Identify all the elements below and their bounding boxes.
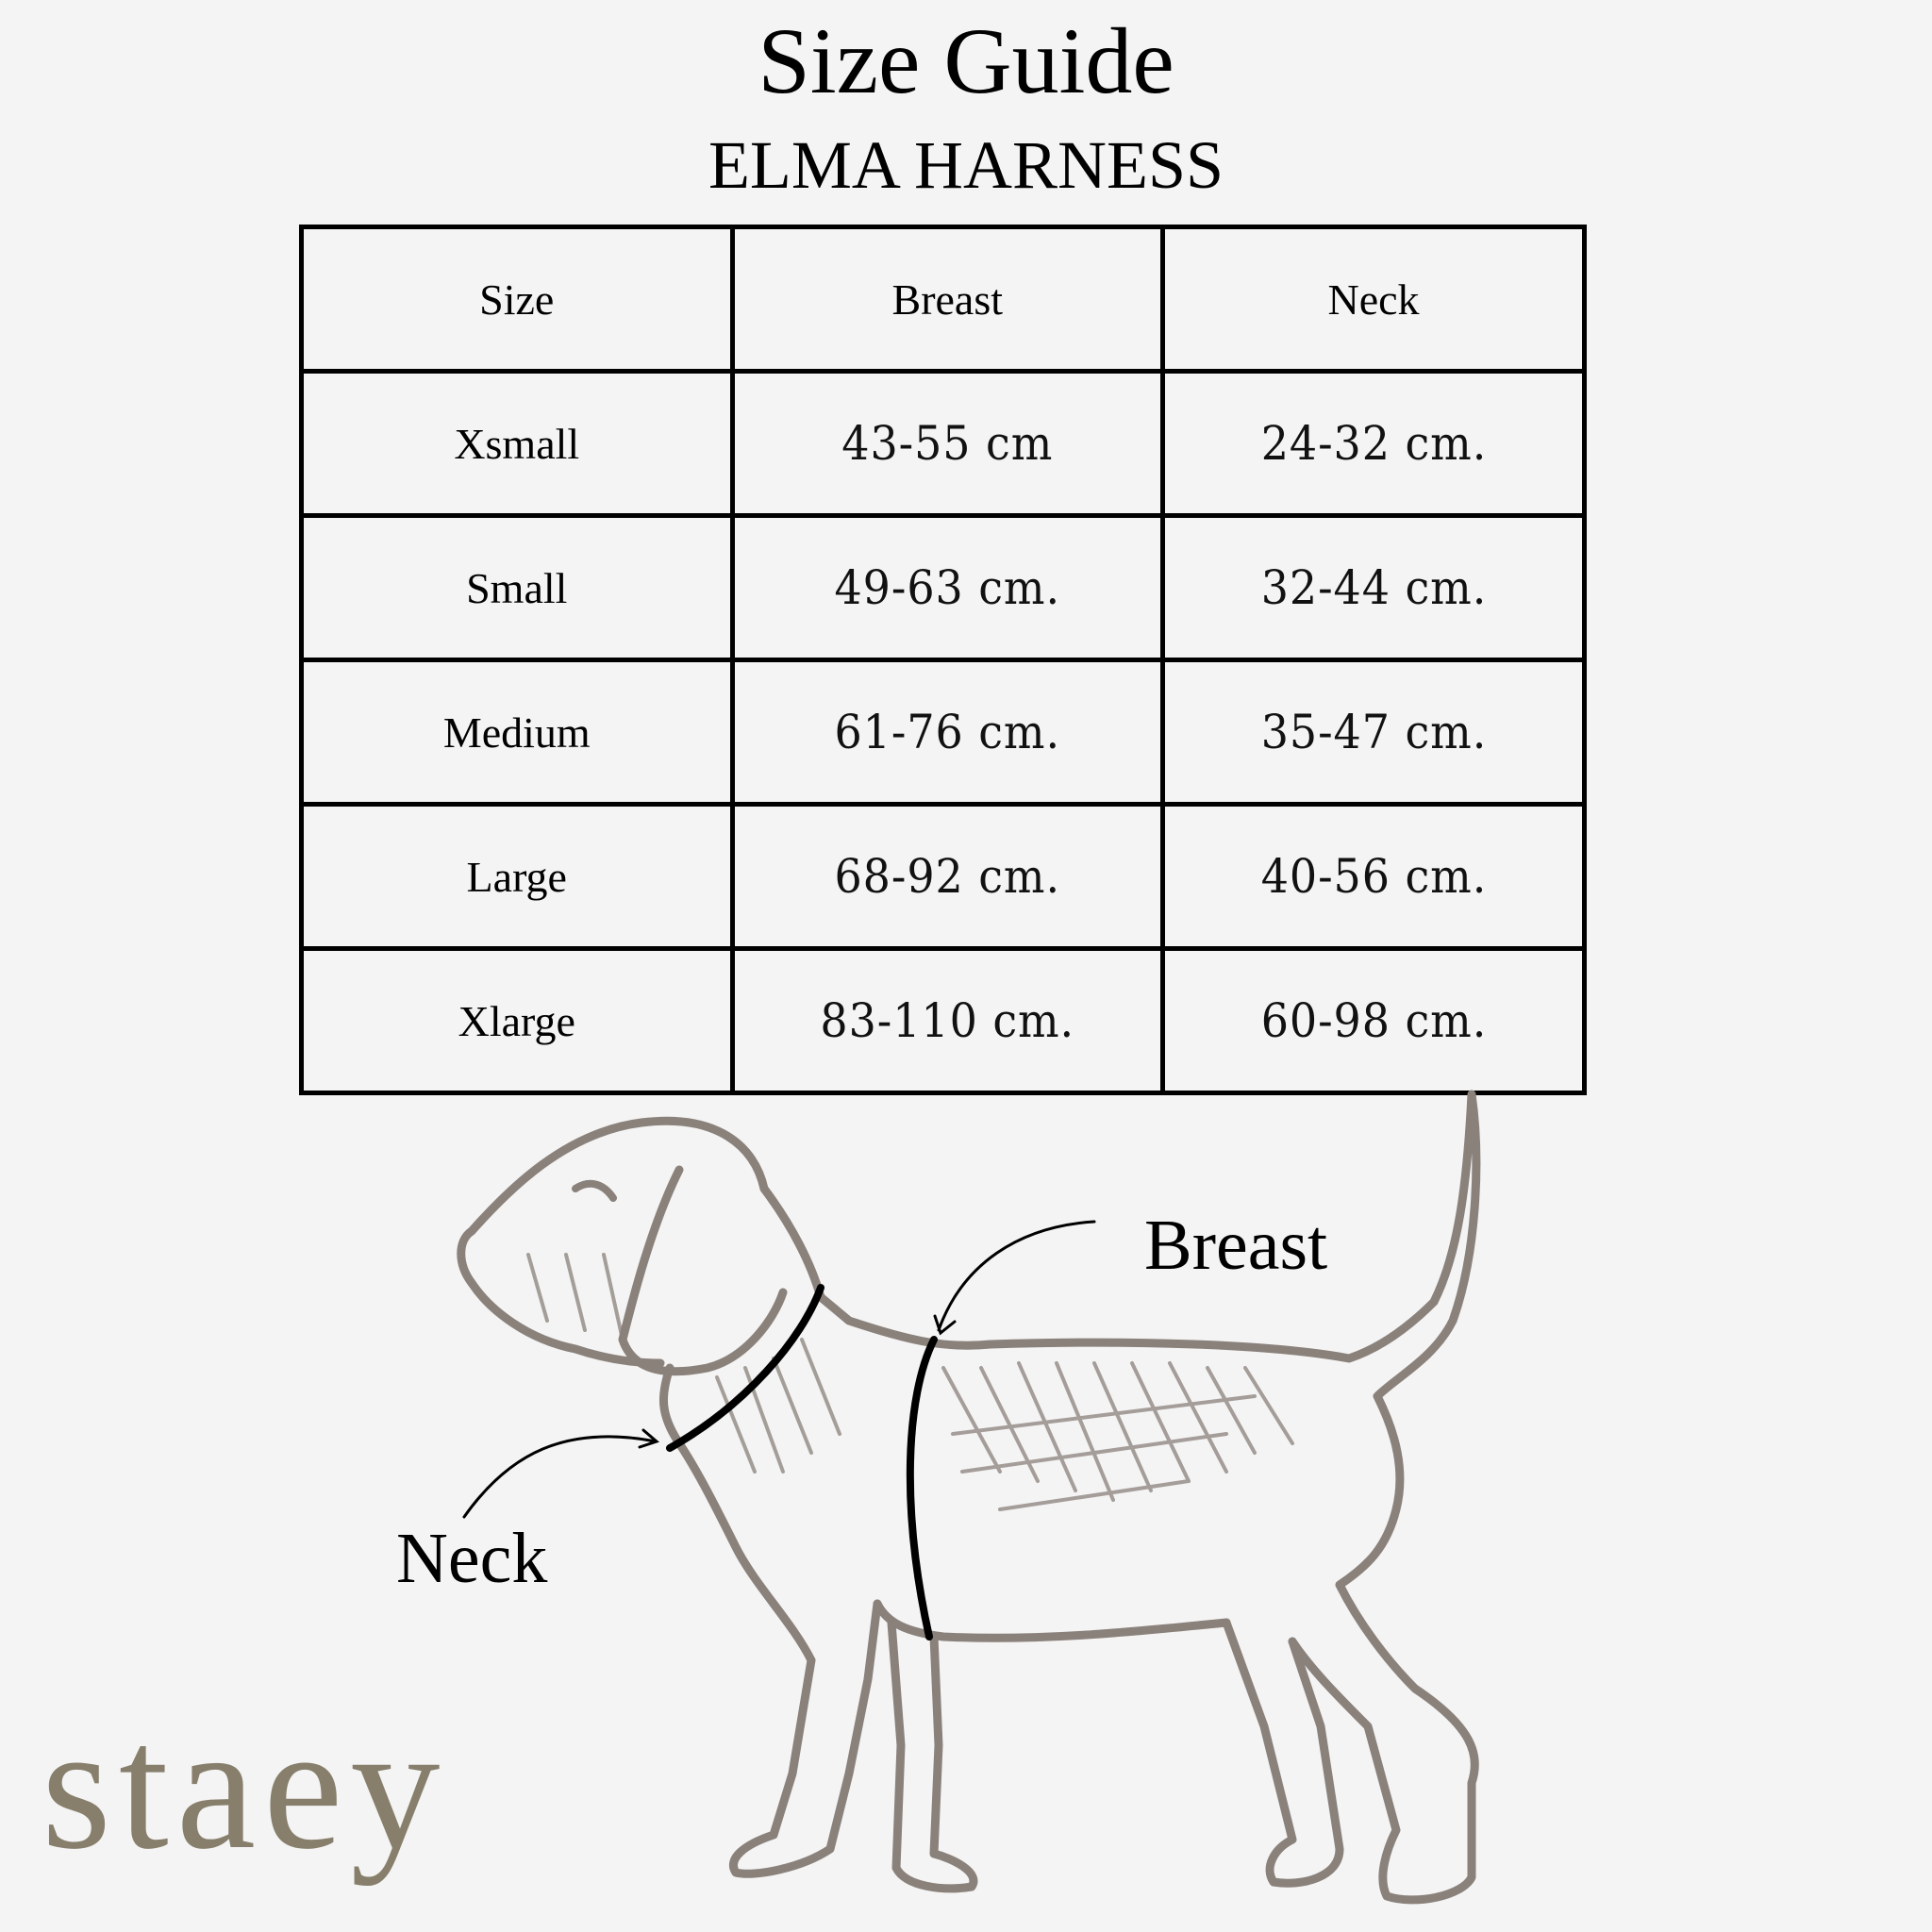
- breast-arrow-icon: [939, 1222, 1094, 1330]
- breast-cell: 43-55 cm: [749, 372, 1145, 516]
- brand-logo: staey: [42, 1689, 448, 1887]
- neck-arrow-icon: [464, 1437, 656, 1517]
- neck-cell: 60-98 cm.: [1179, 949, 1567, 1093]
- breast-cell: 61-76 cm.: [749, 660, 1145, 805]
- neck-cell: 24-32 cm.: [1179, 372, 1567, 516]
- table-header-row: [302, 227, 1585, 372]
- breast-cell: 83-110 cm.: [749, 949, 1145, 1093]
- breast-measure-line: [910, 1340, 934, 1637]
- neck-cell: 40-56 cm.: [1179, 805, 1567, 949]
- neck-label: Neck: [396, 1519, 548, 1598]
- product-name: ELMA HARNESS: [708, 127, 1224, 203]
- table-row: [302, 660, 1585, 805]
- size-table: [299, 225, 1587, 1095]
- size-cell: Xlarge: [302, 949, 733, 1093]
- breast-cell: 49-63 cm.: [749, 516, 1145, 660]
- table-row: [302, 372, 1585, 516]
- table-row: [302, 949, 1585, 1093]
- size-cell: Xsmall: [302, 372, 733, 516]
- size-cell: Medium: [302, 660, 733, 805]
- neck-cell: 35-47 cm.: [1179, 660, 1567, 805]
- breast-cell: 68-92 cm.: [749, 805, 1145, 949]
- column-header-breast: Breast: [732, 227, 1163, 372]
- column-header-neck: Neck: [1163, 227, 1585, 372]
- page-title: Size Guide: [758, 8, 1174, 113]
- neck-cell: 32-44 cm.: [1179, 516, 1567, 660]
- table-row: [302, 516, 1585, 660]
- breast-label: Breast: [1144, 1206, 1328, 1285]
- table-row: [302, 805, 1585, 949]
- size-cell: Large: [302, 805, 733, 949]
- size-cell: Small: [302, 516, 733, 660]
- column-header-size: Size: [302, 227, 733, 372]
